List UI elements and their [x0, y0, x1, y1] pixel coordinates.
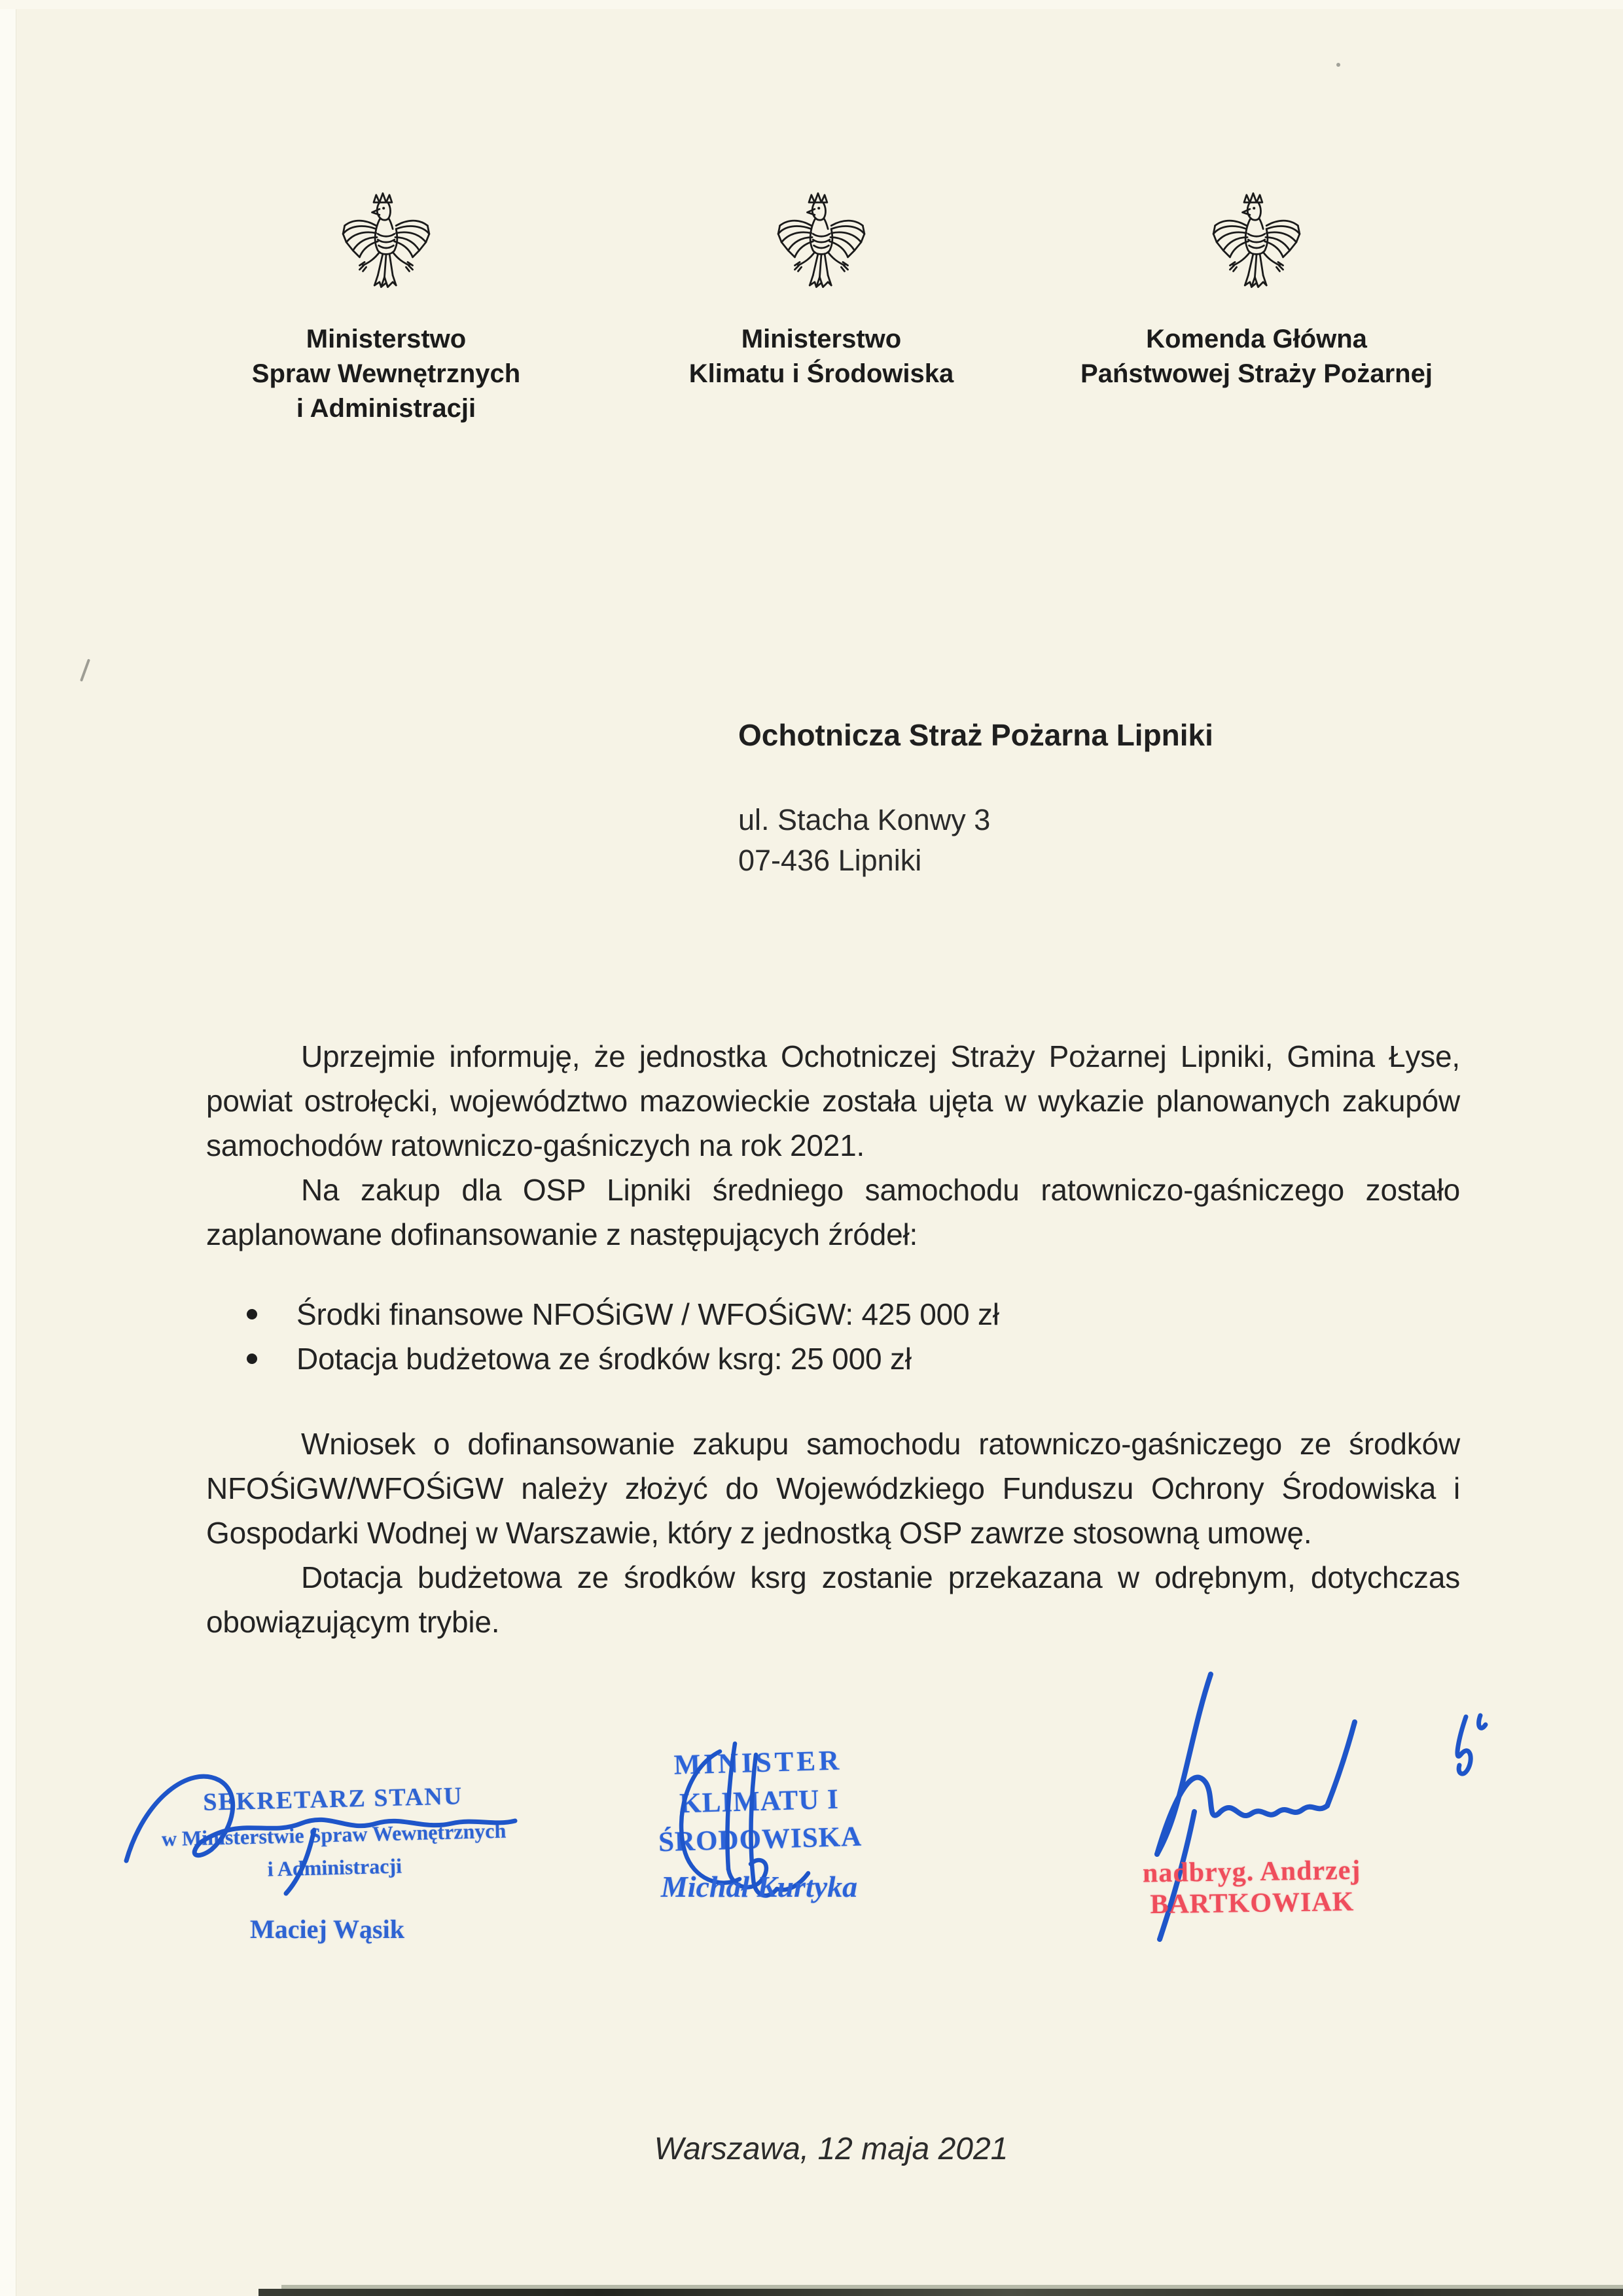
scan-edge-bottom-dark	[259, 2289, 1623, 2296]
bullet-text: Środki finansowe NFOŚiGW / WFOŚiGW: 425 000 zł	[296, 1297, 999, 1331]
letter-body	[206, 1034, 1460, 1644]
institution-fire-service-hq	[1027, 188, 1486, 391]
paragraph: Wniosek o dofinansowanie zakupu samochodu ratowniczo-gaśniczego ze środków NFOŚiGW/WFOŚiGW należy złożyć do Wojewódzkiego Funduszu Ochrony Środowiska i Gospodarki Wodnej w Warszawie, który z jednostką OSP zawrze stosowną umowę.	[206, 1427, 1460, 1550]
institution-mswia	[157, 188, 615, 426]
bullet-list	[206, 1292, 1460, 1381]
polish-eagle-emblem-icon	[336, 188, 436, 314]
commander-name-stamp: nadbryg. Andrzej BARTKOWIAK	[1142, 1855, 1361, 1920]
scan-artifact-slash	[80, 658, 90, 681]
paragraph: Dotacja budżetowa ze środków ksrg zostanie przekazana w odrębnym, dotychczas obowiązującym trybie.	[206, 1560, 1460, 1639]
stamp-line: w Ministerstwie Spraw Wewnętrznych	[161, 1818, 507, 1851]
stamp-line: KLIMATU I ŚRODOWISKA	[658, 1784, 863, 1858]
institution-name-line: i Administracji	[296, 394, 476, 423]
stamp-line: MINISTER	[673, 1745, 843, 1781]
bullet-icon	[247, 1354, 257, 1364]
institution-name-line: Ministerstwo	[306, 325, 467, 353]
minister-name-stamp: Michał Kurtyka	[660, 1870, 858, 1903]
secretary-name-stamp: Maciej Wąsik	[250, 1914, 404, 1944]
dateline: Warszawa, 12 maja 2021	[654, 2132, 1008, 2166]
stamp-line: SEKRETARZ STANU	[202, 1782, 463, 1816]
institution-name-line: Klimatu i Środowiska	[688, 359, 954, 388]
paragraph: Na zakup dla OSP Lipniki średniego samochodu ratowniczo-gaśniczego zostało zaplanowane dofinansowanie z następujących źródeł:	[206, 1173, 1460, 1251]
institution-climate-ministry	[592, 188, 1050, 391]
bullet-text: Dotacja budżetowa ze środków ksrg: 25 000 zł	[296, 1342, 912, 1376]
bullet-icon	[247, 1309, 257, 1319]
wasik-handwritten-signature	[115, 1753, 533, 1916]
paragraph: Uprzejmie informuję, że jednostka Ochotniczej Straży Pożarnej Lipniki, Gmina Łyse, powiat ostrołęcki, województwo mazowieckie została ujęta w wykazie planowanych zakupów samochodów ratowniczo-gaśniczych na rok 2021.	[206, 1039, 1460, 1162]
addressee-block	[738, 717, 1213, 881]
institution-name-line: Państwowej Straży Pożarnej	[1080, 359, 1433, 388]
institution-name-line: Spraw Wewnętrznych	[251, 359, 521, 388]
polish-eagle-emblem-icon	[772, 188, 871, 314]
scan-edge-top	[0, 0, 1623, 9]
polish-eagle-emblem-icon	[1207, 188, 1306, 314]
scan-artifact-dot	[1336, 63, 1340, 67]
stamp-line: i Administracji	[267, 1854, 402, 1881]
scan-edge-left	[0, 0, 16, 2296]
addressee-street: ul. Stacha Konwy 3	[738, 803, 991, 836]
institution-name-line: Ministerstwo	[741, 325, 902, 353]
addressee-city: 07-436 Lipniki	[738, 844, 922, 877]
bullet-item	[206, 1336, 1460, 1381]
institution-name-line: Komenda Główna	[1146, 325, 1367, 353]
addressee-name: Ochotnicza Straż Pożarna Lipniki	[738, 718, 1213, 752]
bullet-item	[206, 1292, 1460, 1336]
